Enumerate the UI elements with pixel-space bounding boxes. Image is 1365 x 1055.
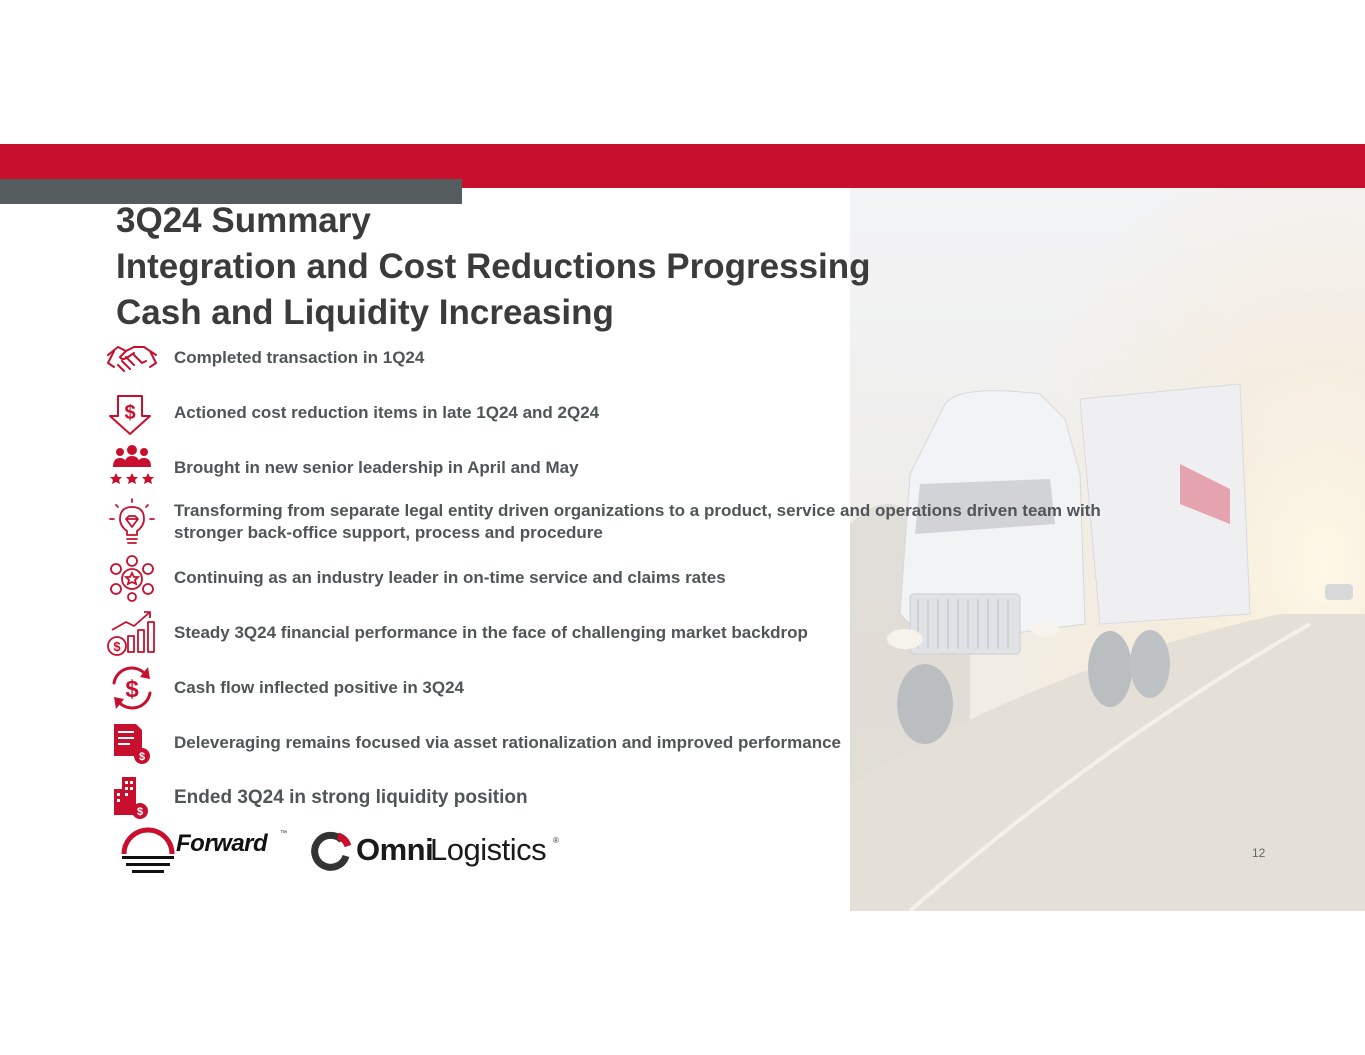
cost-down-icon <box>104 388 160 438</box>
svg-text:$: $ <box>125 676 139 703</box>
title-line-1: 3Q24 Summary <box>116 201 371 240</box>
growth-chart-icon <box>104 608 160 658</box>
bullet-text: Cash flow inflected positive in 3Q24 <box>174 678 465 697</box>
forward-tm: ™ <box>280 830 287 837</box>
people-star-icon <box>104 553 160 603</box>
handshake-icon <box>104 333 160 383</box>
leadership-team-icon <box>104 443 160 493</box>
bullet-text-line-1: Transforming from separate legal entity driven organizations to a product, service and operations driven team with <box>174 501 1101 520</box>
cash-cycle-icon <box>104 663 160 713</box>
bullet-item <box>104 553 1224 603</box>
bullet-text: Completed transaction in 1Q24 <box>174 348 425 367</box>
bullet-item <box>104 773 1224 823</box>
bullet-text <box>174 500 1101 544</box>
bullet-text: Steady 3Q24 financial performance in the face of challenging market backdrop <box>174 623 808 642</box>
svg-text:$: $ <box>113 639 121 654</box>
omni-wordmark: Omni <box>356 832 434 867</box>
omni-reg: ® <box>553 836 559 845</box>
svg-text:$: $ <box>138 751 146 763</box>
bullet-text: Brought in new senior leadership in April and May <box>174 458 579 477</box>
bullet-text: Actioned cost reduction items in late 1Q24 and 2Q24 <box>174 403 600 422</box>
bullet-text: Deleveraging remains focused via asset rationalization and improved performance <box>174 733 841 752</box>
bullet-item <box>104 718 1224 768</box>
bullet-item <box>104 608 1224 658</box>
bullet-text-line-2: stronger back-office support, process and procedure <box>174 523 603 542</box>
lightbulb-icon <box>104 497 160 547</box>
svg-text:$: $ <box>124 402 136 424</box>
forward-wordmark: Forward <box>176 830 268 857</box>
logistics-wordmark: Logistics <box>430 832 547 867</box>
building-money-icon <box>104 773 160 823</box>
forward-logo <box>120 826 290 882</box>
document-money-icon <box>104 718 160 768</box>
bullet-item <box>104 443 1224 493</box>
bullet-item <box>104 333 1224 383</box>
title-line-3: Cash and Liquidity Increasing <box>116 293 614 332</box>
svg-text:$: $ <box>136 806 144 818</box>
title-line-2: Integration and Cost Reductions Progressing <box>116 247 871 286</box>
omni-logistics-logo <box>308 828 568 874</box>
bullet-text: Ended 3Q24 in strong liquidity position <box>174 787 528 808</box>
page-number: 12 <box>1252 846 1266 860</box>
bullet-item <box>104 663 1224 713</box>
bullet-item <box>104 388 1224 438</box>
slide-title <box>116 198 871 336</box>
bullet-text: Continuing as an industry leader in on-time service and claims rates <box>174 568 726 587</box>
bullet-item <box>104 497 1224 547</box>
